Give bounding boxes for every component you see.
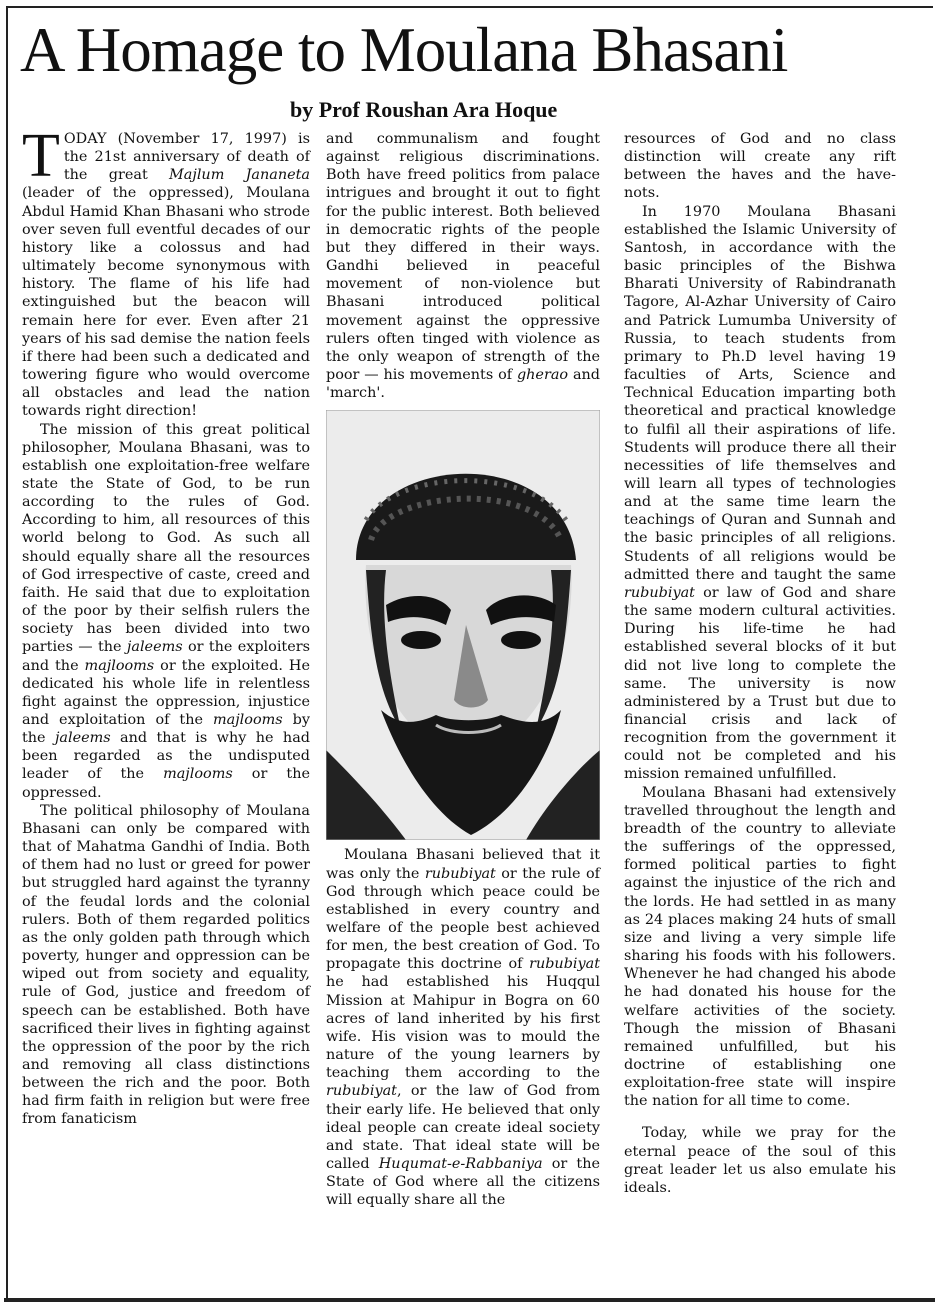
paragraph-9: Today, while we pray for the eternal peace of the soul of this great leader let us also emulate his ideals. bbox=[624, 1125, 896, 1196]
paragraph-8: Moulana Bhasani had extensively travelled throughout the length and breadth of the country to alleviate the sufferings of the oppressed, formed political parties to fight against the injustice of the rich and the lords. He had settled in as many as 24 places making 24 huts of small size and living a very simple life sharing his foods with his followers. Whenever he had changed his abode he had donated his house for the welfare activities of the society. Though the mission of Bhasani remained unfulfilled, but his doctrine of establishing one exploitation-free state will inspire the nation for all time to come. bbox=[624, 784, 896, 1110]
paragraph-4: and communalism and fought against religious discriminations. Both have freed politics from palace intrigues and brought it out to fight for the public interest. Both believed in democratic rights of the people but they differed in their ways. Gandhi believed in peaceful movement of non-violence but Bhasani introduced political movement against the oppressive rulers often tinged with violence as the only weapon of strength of the poor — his movements of gherao and 'march'. bbox=[326, 131, 601, 402]
portrait-illustration bbox=[326, 410, 600, 840]
paragraph-1: TODAY (November 17, 1997) is the 21st anniversary of death of the great Majlum Jananeta (leader of the oppressed), Moulana Abdul Hamid Khan Bhasani who strode over seven full eventful decades of our history like a colossus and had ultimately become synonymous with history. The flame of his life had extinguished but the beacon will remain here for ever. Even after 21 years of his sad demise the nation feels if there had been such a dedicated and towering figure who would overcome all obstacles and lead the nation towards right direction! bbox=[22, 122, 310, 420]
paragraph-6: resources of God and no class distinction will create any rift between the haves and the have-nots. bbox=[624, 131, 896, 202]
column-1 bbox=[22, 122, 310, 1129]
byline: by Prof Roushan Ara Hoque bbox=[290, 97, 558, 122]
bottom-rule bbox=[4, 1298, 935, 1302]
paragraph-2: The mission of this great political philosopher, Moulana Bhasani, was to establish one exploitation-free welfare state the State of God, to be run according to the rules of God. According to him, all resources of this world belong to God. As such all should equally share all the resources of God irrespective of caste, creed and faith. He said that due to exploitation of the poor by their selfish rulers the society has been divided into two parties — the jaleems or the exploiters and the majlooms or the exploited. He dedicated his whole life in relentless fight against the oppression, injustice and exploitation of the majlooms by the jaleems and that is why he had been regarded as the undisputed leader of the majlooms or the oppressed. bbox=[22, 421, 310, 801]
column-2 bbox=[326, 130, 600, 1209]
drop-cap: T bbox=[22, 122, 60, 190]
headline: A Homage to Moulana Bhasani bbox=[20, 15, 788, 85]
column-3 bbox=[624, 130, 896, 1197]
portrait-photo bbox=[326, 410, 600, 840]
paragraph-7: In 1970 Moulana Bhasani established the Islamic University of Santosh, in accordance with the basic principles of the Bishwa Bharati University of Rabindranath Tagore, Al-Azhar University of Cairo and Patrick Lumumba University of Russia, to teach students from primary to Ph.D level having 19 faculties of Arts, Science and Technical Education imparting both theoretical and practical knowledge to fulfil all their aspirations of life. Students will produce there all their necessities of life themselves and will learn all types of technologies and at the same time learn the teachings of Quran and Sunnah and the basic principles of all religions. Students of all religions would be admitted there and taught the same rububiyat or law of God and share the same modern cultural activities. During his life-time he had established several blocks of it but did not live long to complete the same. The university is now administered by a Trust but due to financial crisis and lack of recognition from the government it could not be completed and his mission remained unfulfilled. bbox=[624, 203, 896, 783]
paragraph-3: The political philosophy of Moulana Bhasani can only be compared with that of Mahatma Gandhi of India. Both of them had no lust or greed for power but struggled hard against the tyranny of the feudal lords and the colonial rulers. Both of them regarded politics as the only golden path through which poverty, hunger and oppression can be wiped out from society and equality, rule of God, justice and freedom of speech can be established. Both have sacrificed their lives in fighting against the oppression of the poor by the rich and removing all class distinctions between the rich and the poor. Both had firm faith in religion but were free from fanaticism bbox=[22, 802, 310, 1128]
paragraph-5: Moulana Bhasani believed that it was only the rububiyat or the rule of God through which peace could be established in every country and welfare of the people best achieved for men, the best creation of God. To propagate this doctrine of rububiyat he had established his Huqqul Mission at Mahipur in Bogra on 60 acres of land inherited by his first wife. His vision was to mould the nature of the young learners by teaching them according to the rububiyat, or the law of God from their early life. He believed that only ideal people can create ideal society and state. That ideal state will be called Huqumat-e-Rabbaniya or the State of God where all the citizens will equally share all the bbox=[326, 847, 600, 1209]
